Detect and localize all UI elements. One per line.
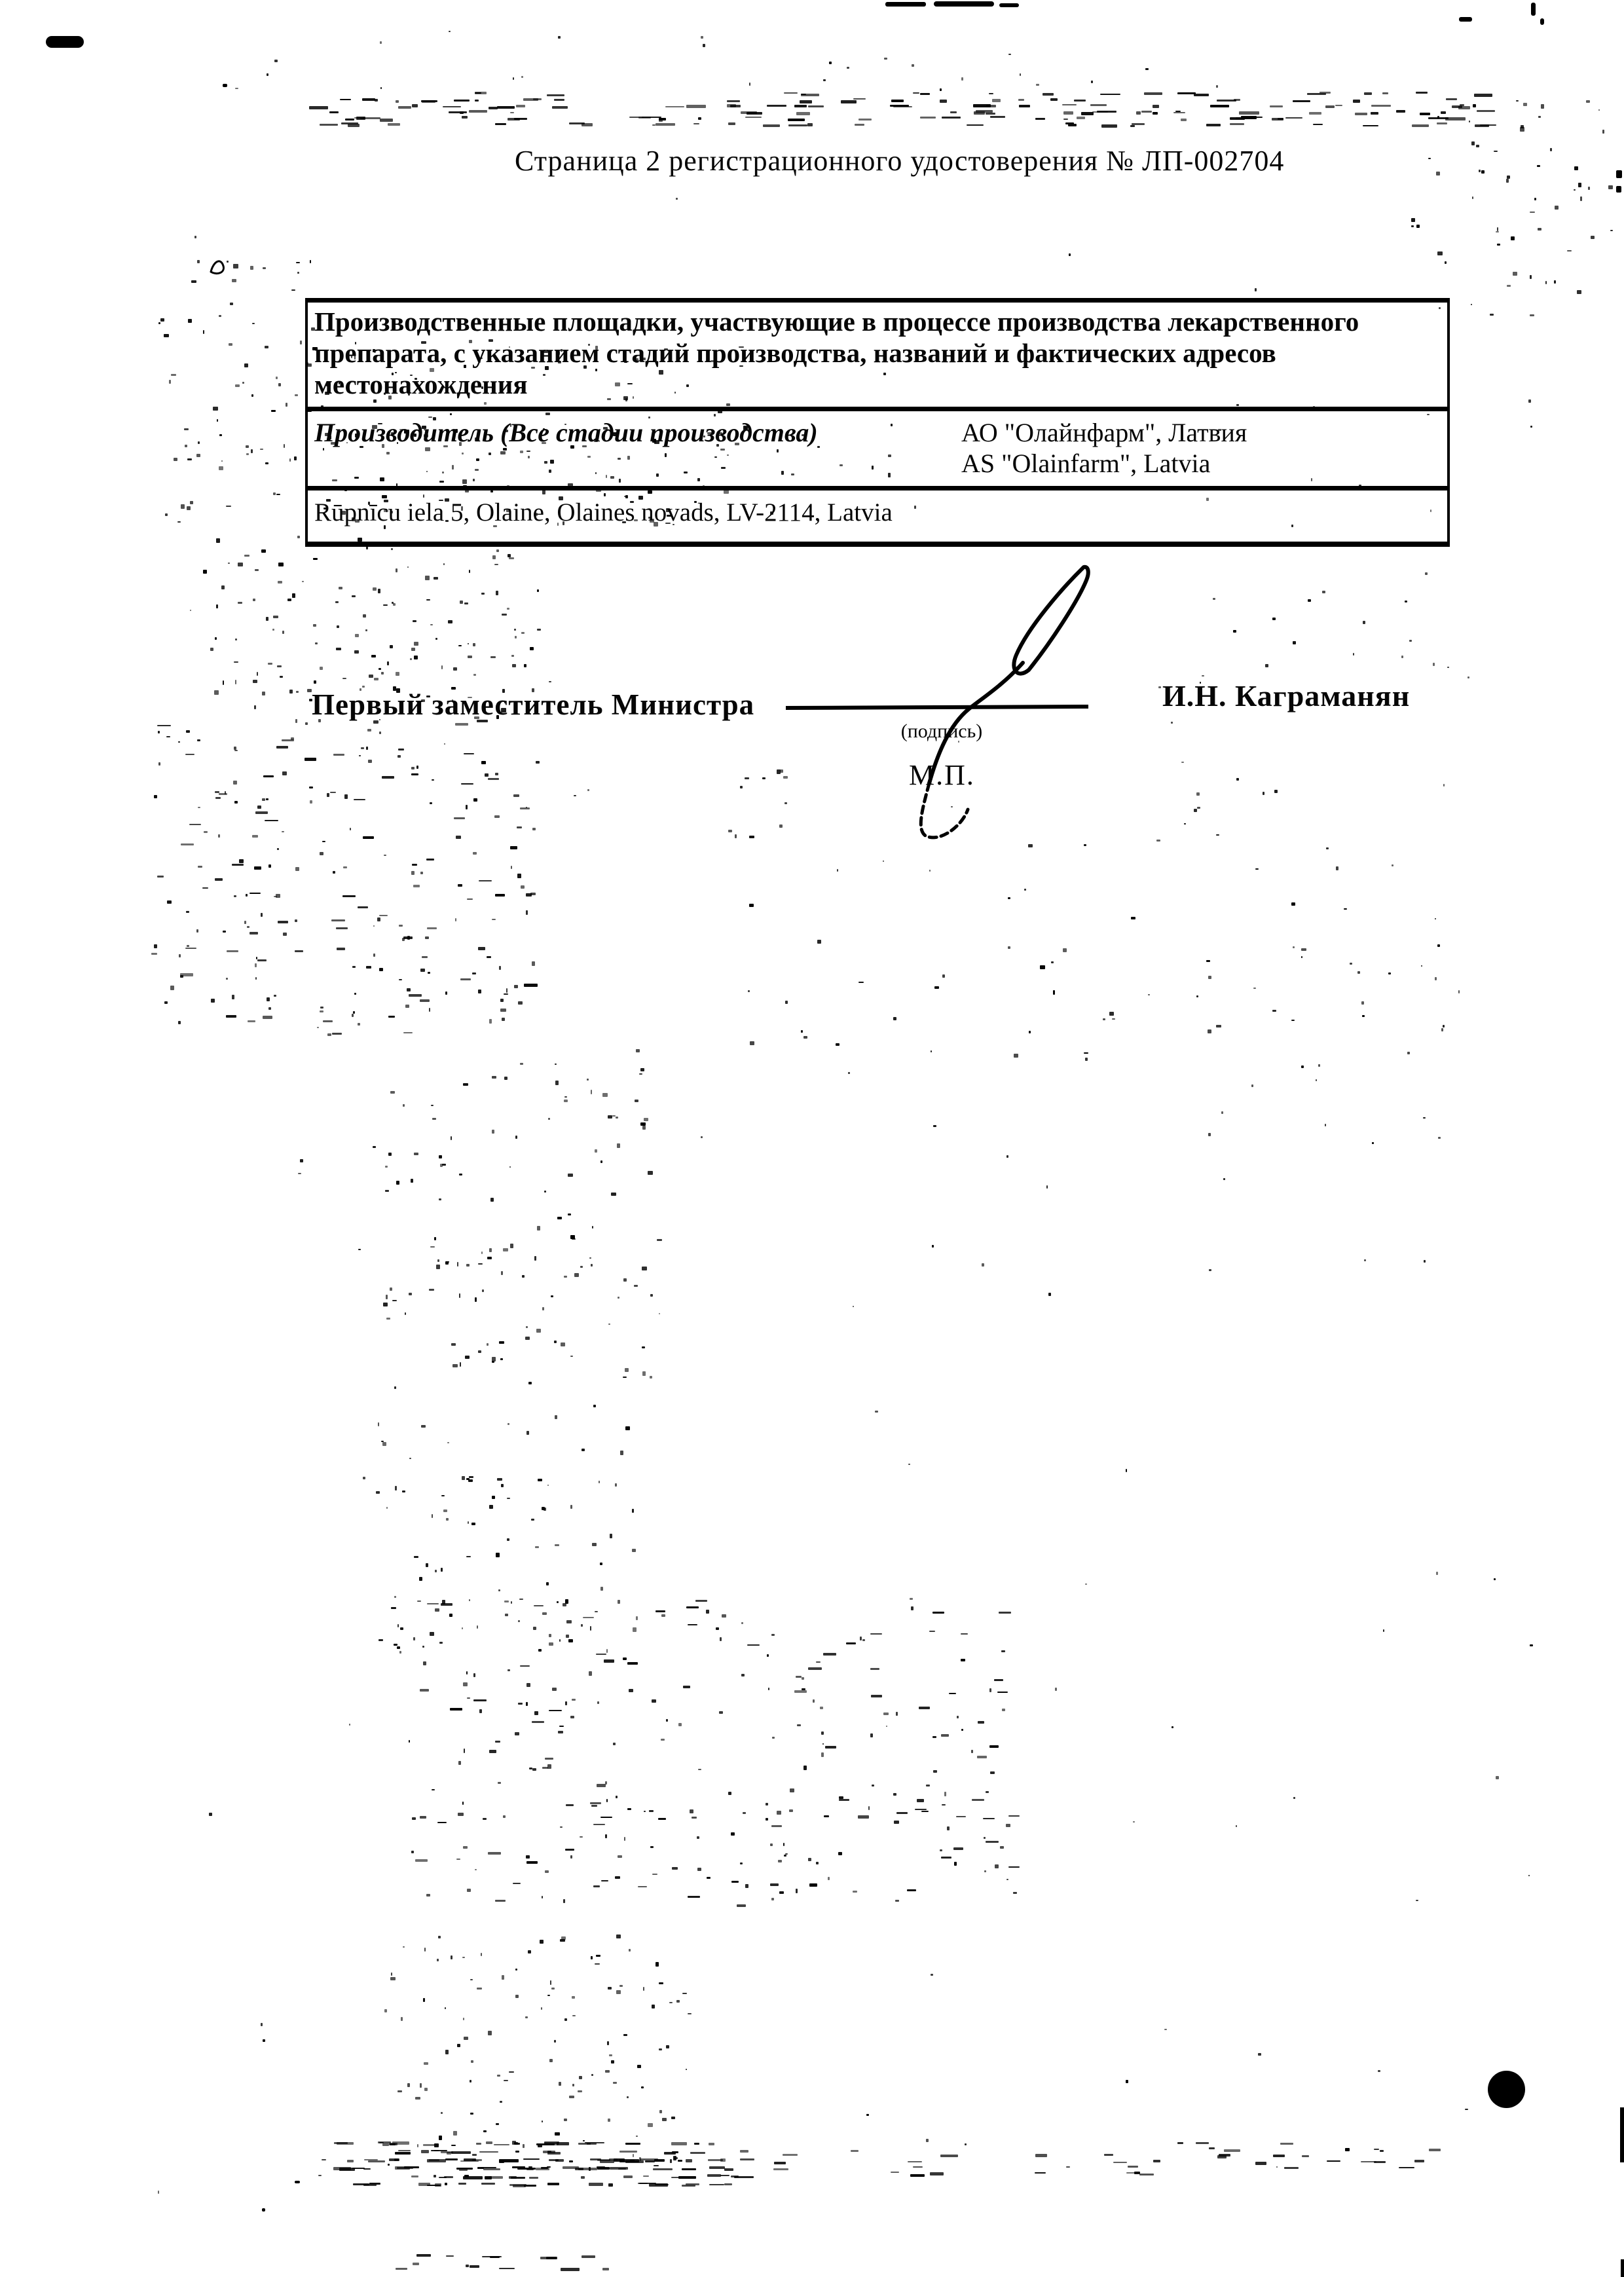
signer-name: И.Н. Каграманян [1162,679,1411,713]
scan-mark [999,3,1019,7]
producer-name-ru: АО "Олайнфарм", Латвия [961,418,1247,447]
scan-mark [885,2,926,7]
scan-mark [934,1,994,7]
signature-caption: (подпись) [900,720,983,742]
producer-row [308,411,1447,491]
scan-mark [223,84,227,87]
producer-address: Rūpnīcu iela 5, Olaine, Olaines novads, LV-2114, Latvia [314,498,893,527]
address-row [308,491,1447,542]
production-sites-table [305,298,1450,547]
page-header: Страница 2 регистрационного удостоверения № ЛП-002704 [515,145,1285,177]
scan-mark [1620,2107,1624,2162]
scan-mark [1531,3,1536,16]
producer-value [961,417,1247,479]
scan-mark [295,2181,300,2183]
table-header-line-1: Производственные площадки, участвующие в процессе производства лекарственного [314,306,1359,337]
signature-line [786,705,1088,710]
signer-title: Первый заместитель Министра [312,688,755,721]
punch-hole-dot [1488,2071,1525,2108]
seal-place-abbr: М.П. [909,759,975,791]
scan-mark [1459,17,1472,22]
producer-name-en: AS "Olainfarm", Latvia [961,449,1211,478]
table-header-cell [308,303,1447,411]
scan-mark [1621,2259,1624,2277]
scan-mark [1616,170,1622,178]
scan-mark [46,36,84,48]
producer-label: Производитель (Все стадии производства) [314,418,818,447]
scan-mark [262,2208,265,2212]
table-header-line-3: местонахождения [314,369,528,399]
scan-mark [1616,186,1621,193]
table-header-line-2: препарата, с указанием стадий производства, названий и фактических адресов [314,338,1276,368]
scan-mark [1540,18,1544,25]
